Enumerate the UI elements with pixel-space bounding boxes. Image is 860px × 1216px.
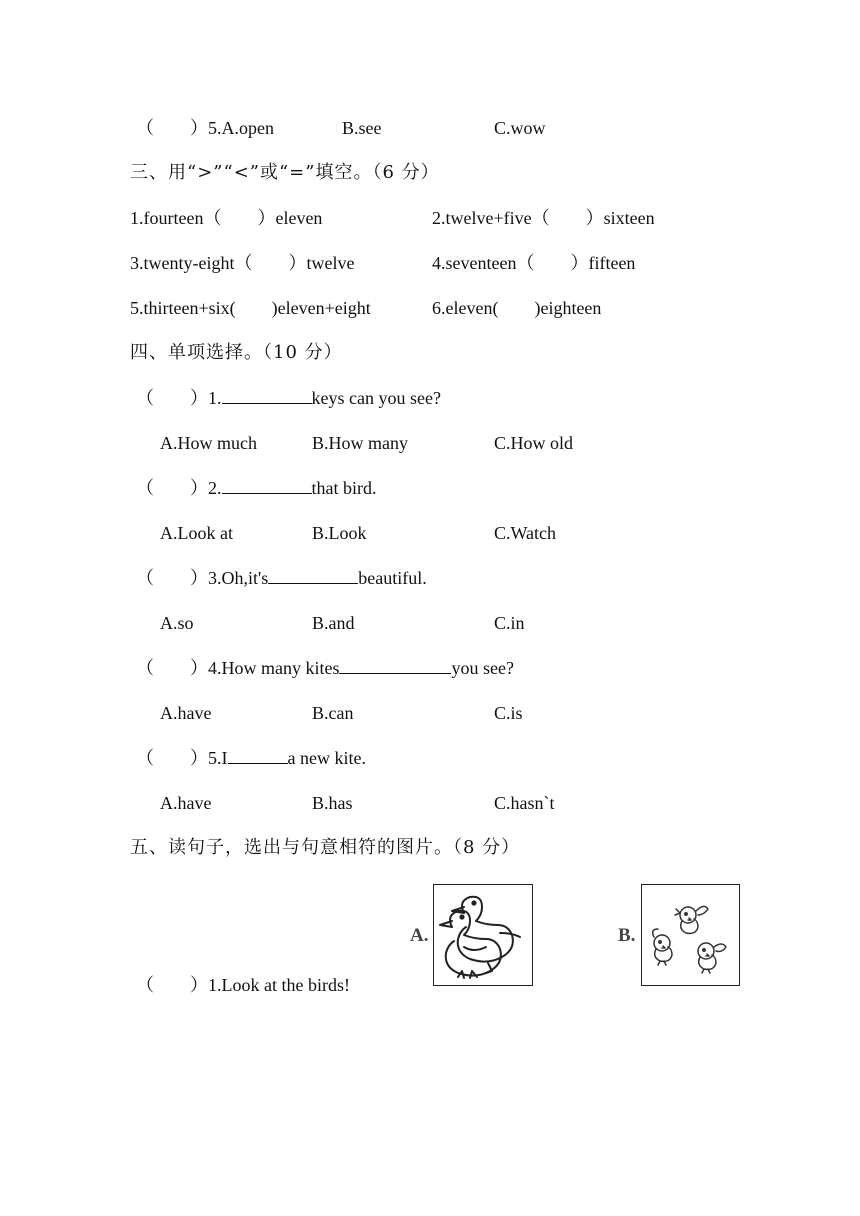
compare-item-4: 4.seventeen（ ）fifteen [432, 253, 636, 273]
picture-label-a: A. [410, 925, 429, 946]
answer-paren[interactable]: （ ） [136, 568, 208, 588]
question-text: 1.Look at the birds! [208, 975, 350, 995]
option-c: C.How old [494, 433, 574, 453]
option-c: C.in [494, 613, 525, 633]
option-c: C.hasn`t [494, 793, 555, 813]
answer-paren[interactable]: （ ） [136, 748, 208, 768]
option-a: A.so [160, 613, 194, 633]
picture-label-b: B. [618, 925, 636, 946]
question-text-pre: 1. [208, 388, 222, 408]
question-text-post: beautiful. [358, 568, 427, 588]
question-2 [136, 477, 377, 499]
question-text-pre: 3.Oh,it's [208, 568, 269, 588]
option-b: B.can [312, 703, 354, 723]
section-4-heading: 四、单项选择。（10 分） [130, 342, 343, 363]
fill-blank[interactable] [268, 567, 358, 584]
question-text-post: you see? [451, 658, 514, 678]
option-a: A.How much [160, 433, 257, 453]
answer-paren[interactable]: （ ） [136, 975, 208, 995]
option-a: A.Look at [160, 523, 233, 543]
fill-blank[interactable] [222, 477, 312, 494]
answer-paren[interactable]: （ ） [136, 478, 208, 498]
birds-illustration [642, 885, 739, 985]
option-a: 5.A.open [208, 118, 274, 138]
option-a: A.have [160, 793, 212, 813]
picture-a-ducks[interactable] [433, 884, 533, 986]
option-b: B.has [312, 793, 353, 813]
compare-item-2: 2.twelve+five（ ）sixteen [432, 208, 655, 228]
question-text-pre: 5.I [208, 748, 228, 768]
question-4 [136, 657, 514, 679]
question-1 [136, 387, 441, 409]
option-b: B.and [312, 613, 355, 633]
picture-question-1 [136, 974, 350, 996]
option-c: C.wow [494, 118, 546, 138]
question-text-post: keys can you see? [311, 388, 441, 408]
option-b: B.Look [312, 523, 367, 543]
picture-b-birds[interactable] [641, 884, 740, 986]
question-5 [136, 747, 366, 769]
answer-paren[interactable]: （ ） [136, 118, 208, 138]
fill-blank[interactable] [339, 657, 451, 674]
compare-item-3: 3.twenty-eight（ ）twelve [130, 253, 355, 273]
section-5-heading: 五、读句子，选出与句意相符的图片。（8 分） [130, 837, 521, 858]
option-a: A.have [160, 703, 212, 723]
q2-item-5 [136, 117, 274, 139]
question-text-pre: 4.How many kites [208, 658, 340, 678]
answer-paren[interactable]: （ ） [136, 658, 208, 678]
question-text-post: that bird. [311, 478, 377, 498]
ducks-illustration [434, 885, 532, 985]
question-text-post: a new kite. [287, 748, 366, 768]
question-3 [136, 567, 427, 589]
option-c: C.is [494, 703, 523, 723]
compare-item-5: 5.thirteen+six( )eleven+eight [130, 298, 371, 318]
question-text-pre: 2. [208, 478, 222, 498]
fill-blank[interactable] [228, 747, 288, 764]
option-b: B.see [342, 118, 382, 138]
option-b: B.How many [312, 433, 408, 453]
compare-item-6: 6.eleven( )eighteen [432, 298, 602, 318]
compare-item-1: 1.fourteen（ ）eleven [130, 208, 323, 228]
option-c: C.Watch [494, 523, 557, 543]
answer-paren[interactable]: （ ） [136, 388, 208, 408]
fill-blank[interactable] [222, 387, 312, 404]
section-3-heading: 三、用“>”“<”或“=”填空。（6 分） [130, 162, 440, 183]
